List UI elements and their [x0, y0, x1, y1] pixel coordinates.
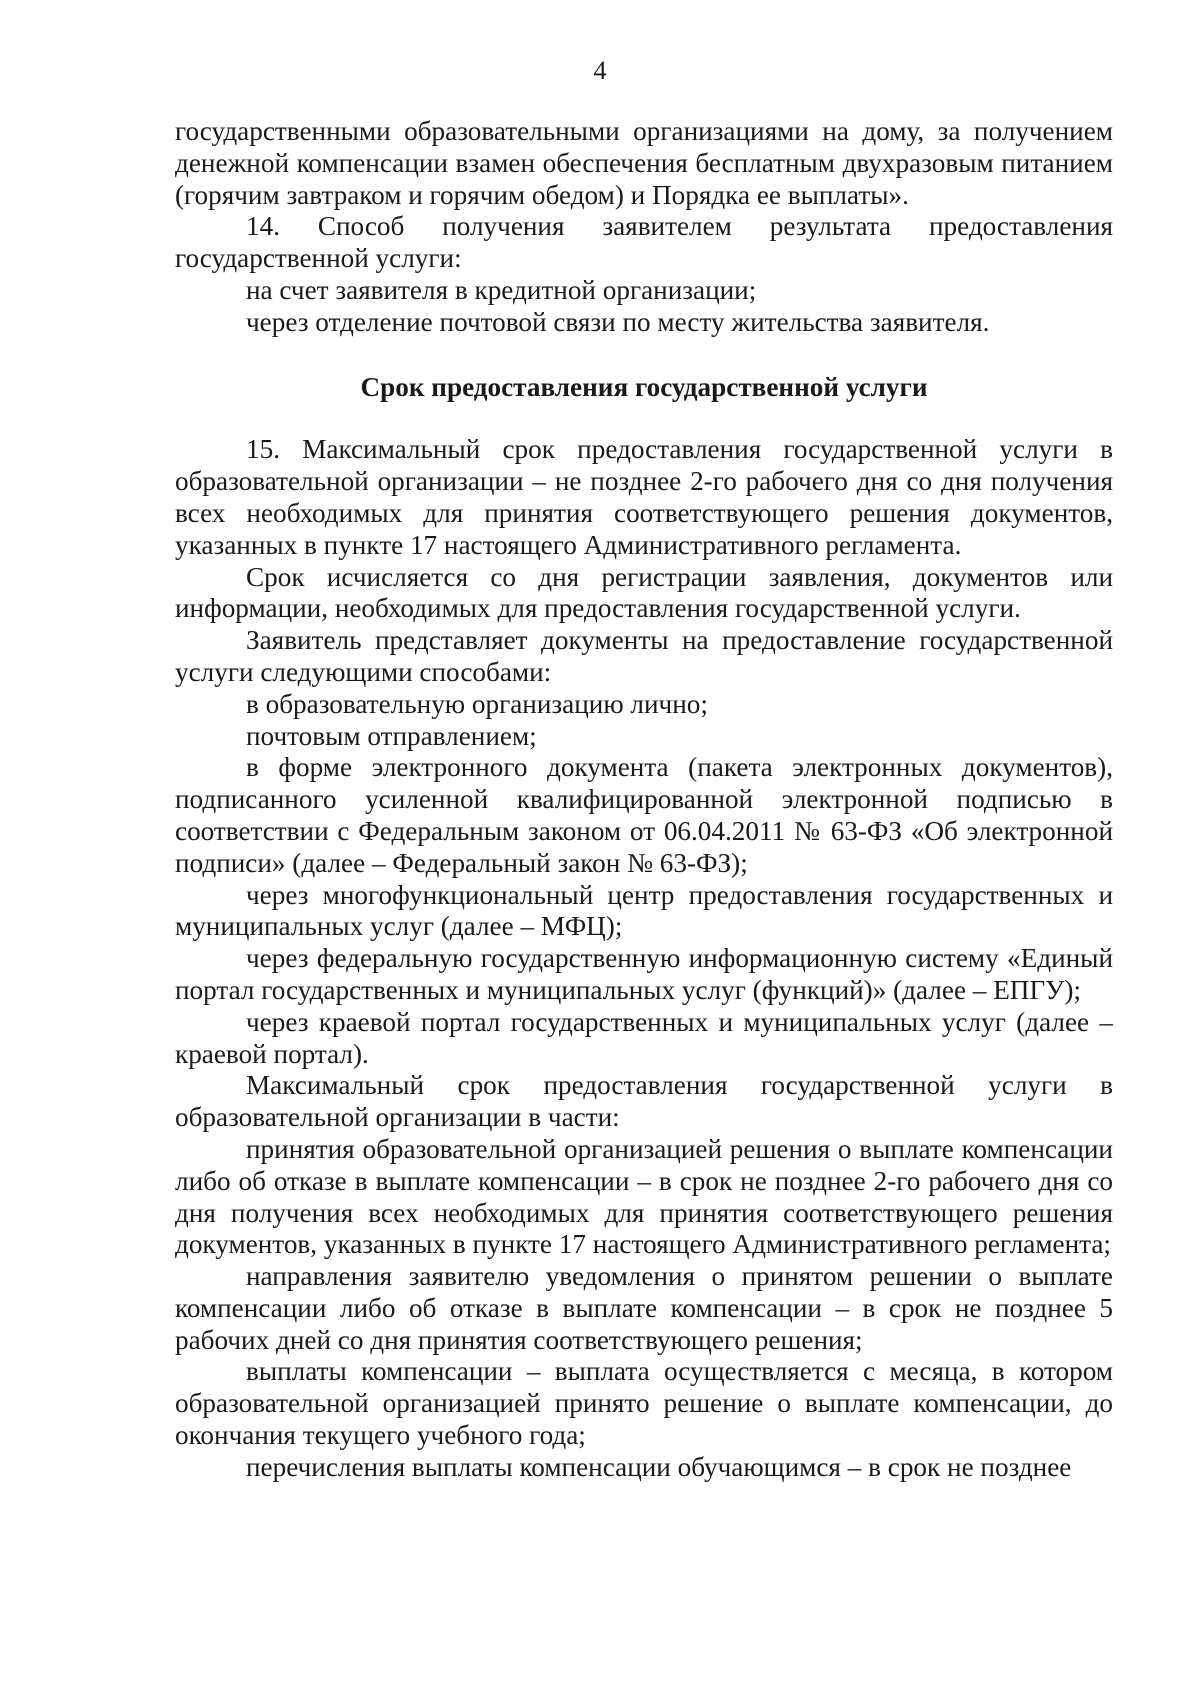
paragraph-method-in-person: в образовательную организацию лично; [246, 688, 708, 719]
paragraph-method-regional-portal: через краевой портал государственных и муниципальных услуг (далее – краевой портал). [175, 1006, 1113, 1069]
paragraph-item-15: 15. Максимальный срок предоставления государственной услуги в образовательной организации – не позднее 2-го рабочего дня со дня получения всех необходимых для принятия соответствующего решения документов, указанных в пункте 17 настоящего Административного регламента. [175, 434, 1113, 560]
paragraph-method-electronic: в форме электронного документа (пакета электронных документов), подписанного усиленной квалифицированной электронной подписью в соответствии с Федеральным законом от 06.04.2011 № 63-ФЗ «Об электронной подписи» (далее – Федеральный закон № 63-ФЗ); [175, 752, 1113, 878]
paragraph-term-decision: принятия образовательной организацией решения о выплате компенсации либо об отказе в выплате компенсации – в срок не позднее 2-го рабочего дня со дня получения всех необходимых для принятия соответствующего решения документов, указанных в пункте 17 настоящего Административного регламента; [175, 1133, 1113, 1260]
paragraph-continuation: государственными образовательными организациями на дому, за получением денежной компенсации взамен обеспечения бесплатным двухразовым питанием (горячим завтраком и горячим обедом) и Порядка ее выплаты». [175, 116, 1113, 210]
paragraph-method-mail: почтовым отправлением; [246, 720, 537, 751]
paragraph-submission-methods: Заявитель представляет документы на предоставление государственной услуги следующими способами: [175, 625, 1113, 687]
paragraph-term-payment: выплаты компенсации – выплата осуществляется с месяца, в котором образовательной организацией принято решение о выплате компенсации, до окончания текущего учебного года; [175, 1356, 1113, 1451]
section-heading: Срок предоставления государственной услуги [360, 371, 928, 402]
paragraph-option-bank: на счет заявителя в кредитной организации; [246, 274, 757, 305]
paragraph-method-mfc: через многофункциональный центр предоставления государственных и муниципальных услуг (далее – МФЦ); [175, 879, 1113, 942]
paragraph-term-notification: направления заявителю уведомления о принятом решении о выплате компенсации либо об отказе в выплате компенсации – в срок не позднее 5 рабочих дней со дня принятия соответствующего решения; [175, 1261, 1113, 1355]
page-number: 4 [593, 56, 607, 85]
paragraph-item-14: 14. Способ получения заявителем результата предоставления государственной услуги: [175, 211, 1113, 274]
paragraph-max-term: Максимальный срок предоставления государственной услуги в образовательной организации в части: [175, 1070, 1113, 1133]
paragraph-method-epgu: через федеральную государственную информационную систему «Единый портал государственных и муниципальных услуг (функций)» (далее – ЕПГУ); [175, 943, 1113, 1005]
document-body [175, 116, 1113, 1484]
paragraph-term-calc: Срок исчисляется со дня регистрации заявления, документов или информации, необходимых для предоставления государственной услуги. [175, 561, 1113, 624]
paragraph-term-transfer: перечисления выплаты компенсации обучающимся – в срок не позднее [246, 1451, 1072, 1482]
paragraph-option-post: через отделение почтовой связи по месту жительства заявителя. [246, 306, 990, 337]
